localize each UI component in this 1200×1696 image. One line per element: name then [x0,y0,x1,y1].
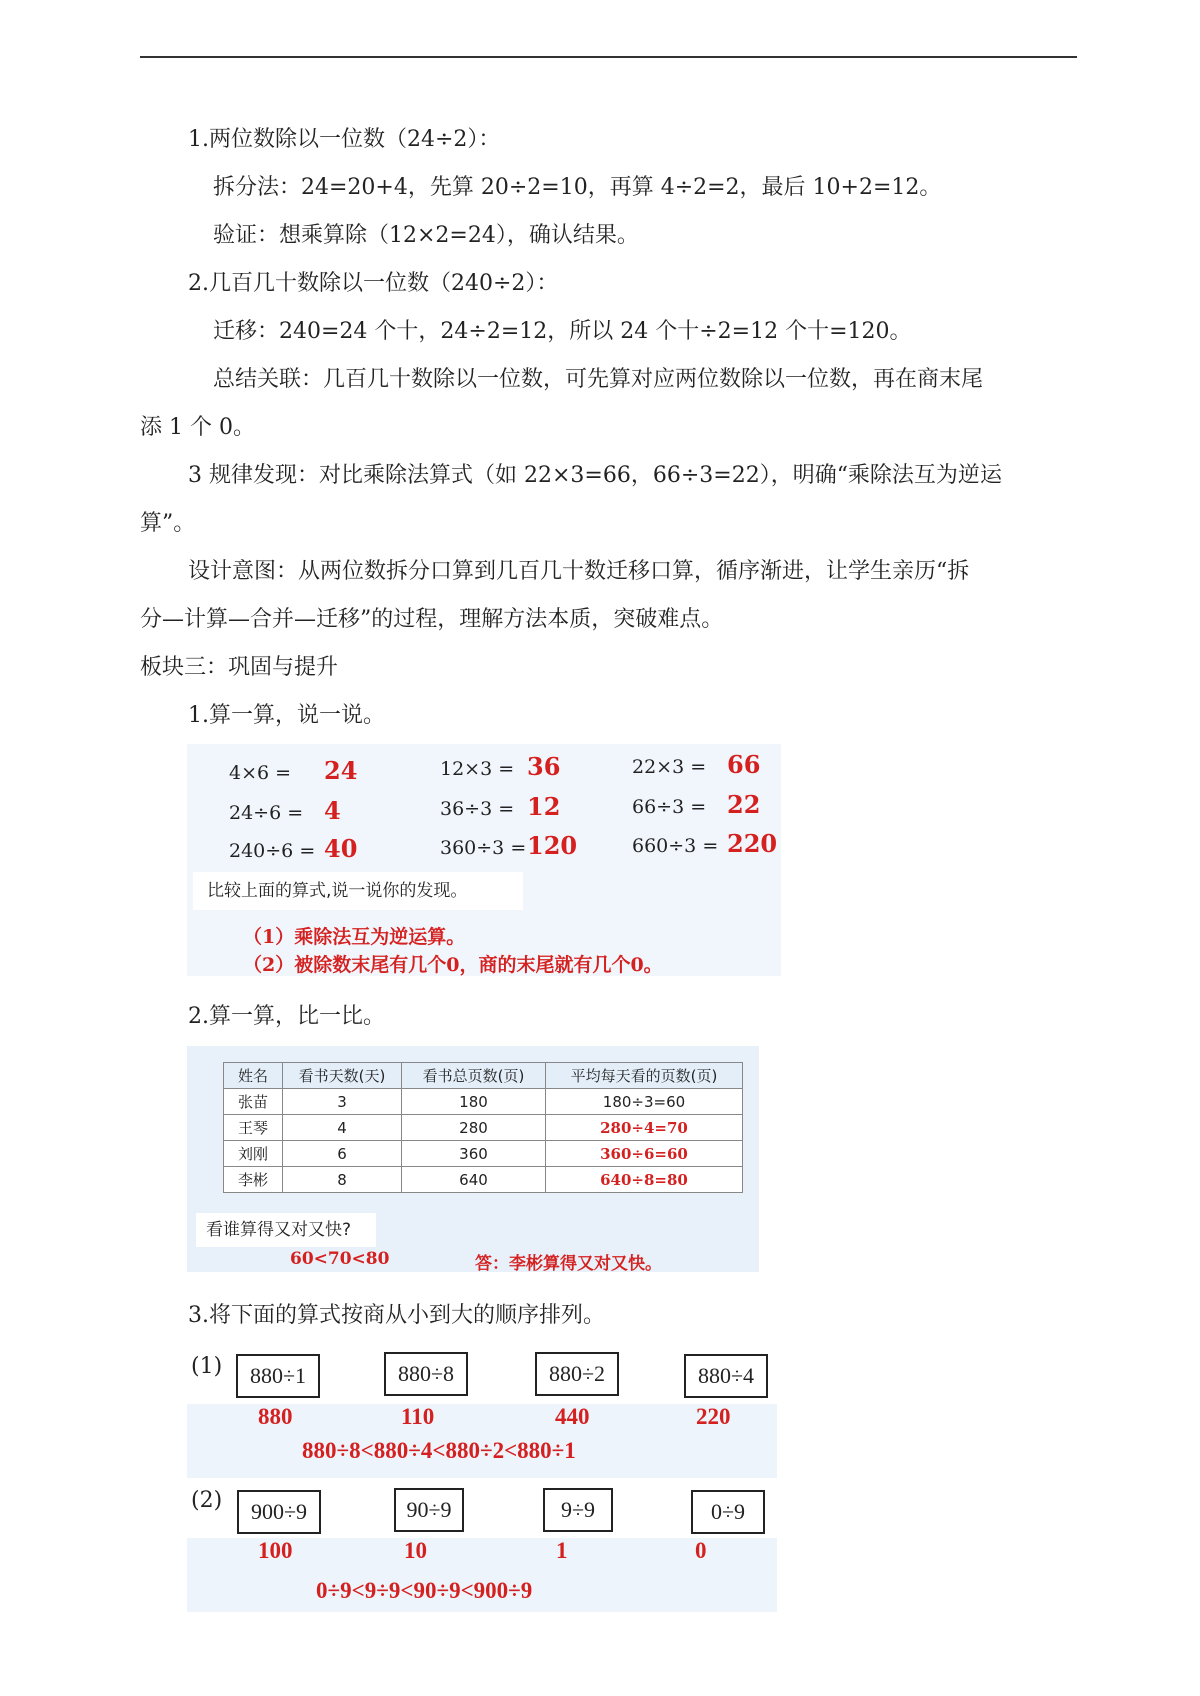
split-method-text: 拆分法：24=20+4，先算 20÷2=10，再算 4÷2=2，最后 10+2=12。 [213,175,942,200]
table-cell: 180÷3=60 [546,1089,743,1115]
expression-box: 90÷9 [394,1488,464,1532]
table-cell: 李彬 [224,1167,283,1193]
table-row [224,1089,743,1115]
equation: 12×3 = [440,758,515,780]
verify-text: 验证：想乘算除（12×2=24），确认结果。 [213,223,639,248]
expression-box: 880÷1 [236,1354,320,1398]
quotient-value: 220 [696,1404,731,1429]
quotient-value: 110 [401,1404,435,1429]
final-answer: 答：李彬算得又对又快。 [475,1254,662,1274]
answer: 40 [324,834,358,863]
table-cell: 3 [283,1089,402,1115]
quotient-value: 100 [258,1538,293,1563]
expression-box: 9÷9 [543,1488,613,1532]
section-3-heading: 板块三：巩固与提升 [140,655,339,680]
summary-text-line1: 总结关联：几百几十数除以一位数，可先算对应两位数除以一位数，再在商末尾 [213,367,984,392]
quotient-value: 1 [556,1538,568,1563]
table-cell: 8 [283,1167,402,1193]
expression-box: 0÷9 [691,1490,765,1534]
quotient-value: 880 [258,1404,293,1429]
table-cell: 6 [283,1141,402,1167]
finding-note-1: （1）乘除法互为逆运算。 [243,926,466,948]
exercise-1-title: 1.算一算，说一说。 [188,703,385,728]
answer: 4 [324,796,341,825]
exercise-1-question: 比较上面的算式,说一说你的发现。 [193,872,523,910]
table-cell: 王琴 [224,1115,283,1141]
equation: 240÷6 = [229,840,316,862]
column-header: 看书总页数(页) [402,1063,546,1089]
column-header: 看书天数(天) [283,1063,402,1089]
answer: 22 [727,790,761,819]
table-row [224,1141,743,1167]
answer: 24 [324,756,358,785]
summary-text-line2: 添 1 个 0。 [140,415,255,440]
reading-table [223,1062,743,1193]
column-header: 平均每天看的页数(页) [546,1063,743,1089]
expression-box: 880÷2 [535,1352,619,1396]
exercise-2-question: 看谁算得又对又快? [196,1213,376,1247]
transfer-text: 迁移：240=24 个十，24÷2=12，所以 24 个十÷2=12 个十=120。 [213,319,912,344]
exercise-3-title: 3.将下面的算式按商从小到大的顺序排列。 [188,1303,605,1328]
rule-discovery-line1: 3 规律发现：对比乘除法算式（如 22×3=66，66÷3=22），明确“乘除法互为逆运 [188,463,1002,488]
group-2-order: 0÷9<9÷9<90÷9<900÷9 [316,1578,533,1603]
header-rule [140,56,1077,58]
answer: 36 [527,752,561,781]
item-2-heading: 2.几百几十数除以一位数（240÷2）： [188,271,559,296]
table-cell: 张苗 [224,1089,283,1115]
equation: 24÷6 = [229,802,304,824]
group-2-label: (2) [191,1488,223,1513]
expression-box: 880÷8 [384,1352,468,1396]
quotient-value: 440 [555,1404,590,1429]
table-cell: 刘刚 [224,1141,283,1167]
table-cell: 640 [402,1167,546,1193]
comparison-answer: 60<70<80 [290,1249,390,1269]
table-header-row [224,1063,743,1089]
answer: 120 [527,831,578,860]
table-cell: 180 [402,1089,546,1115]
quotient-value: 10 [404,1538,427,1563]
table-cell: 360÷6=60 [546,1141,743,1167]
quotient-value: 0 [695,1538,707,1563]
equation: 66÷3 = [632,796,707,818]
table-cell: 280 [402,1115,546,1141]
table-cell: 640÷8=80 [546,1167,743,1193]
exercise-2-title: 2.算一算，比一比。 [188,1004,385,1029]
expression-box: 880÷4 [684,1354,768,1398]
answer: 12 [527,792,561,821]
answer: 66 [727,750,761,779]
equation: 660÷3 = [632,835,719,857]
table-row [224,1115,743,1141]
table-row [224,1167,743,1193]
table-cell: 4 [283,1115,402,1141]
column-header: 姓名 [224,1063,283,1089]
design-intent-line1: 设计意图：从两位数拆分口算到几百几十数迁移口算，循序渐进，让学生亲历“拆 [188,559,970,584]
rule-discovery-line2: 算”。 [140,511,196,536]
finding-note-2: （2）被除数末尾有几个0，商的末尾就有几个0。 [243,954,663,976]
group-1-order: 880÷8<880÷4<880÷2<880÷1 [302,1438,576,1463]
table-cell: 280÷4=70 [546,1115,743,1141]
equation: 4×6 = [229,762,292,784]
expression-box: 900÷9 [237,1490,321,1534]
answer: 220 [727,829,778,858]
group-1-label: (1) [191,1354,223,1379]
table-cell: 360 [402,1141,546,1167]
equation: 22×3 = [632,756,707,778]
item-1-heading: 1.两位数除以一位数（24÷2）： [188,127,501,152]
equation: 36÷3 = [440,798,515,820]
equation: 360÷3 = [440,837,527,859]
design-intent-line2: 分—计算—合并—迁移”的过程，理解方法本质，突破难点。 [140,607,724,632]
